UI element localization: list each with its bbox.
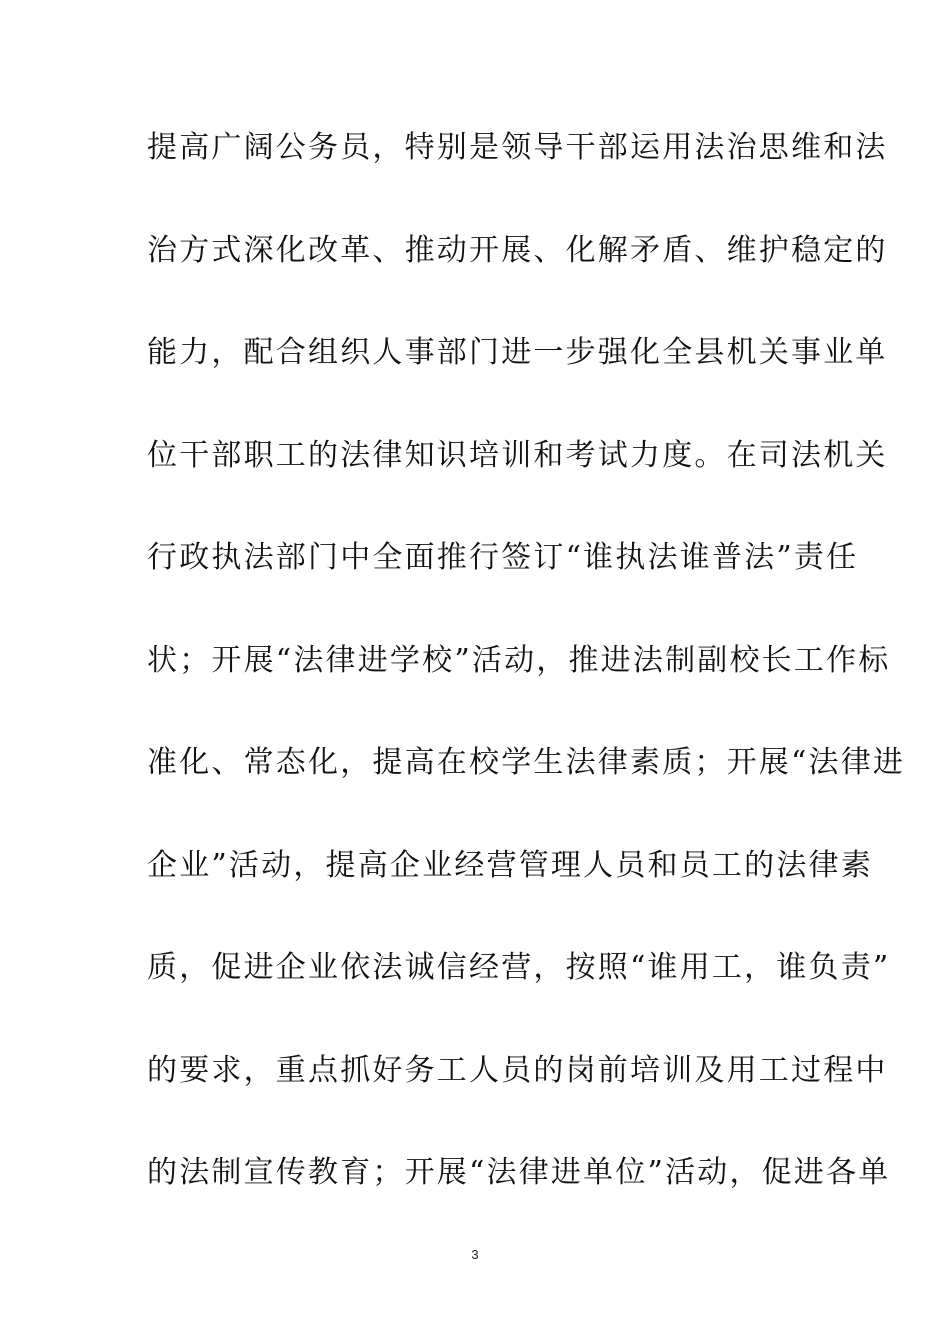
text-line: 行政执法部门中全面推行签订“谁执法谁普法”责任 <box>147 540 859 575</box>
text-line: 提高广阔公务员，特别是领导干部运用法治思维和法 <box>147 130 888 165</box>
page-number: 3 <box>471 1247 479 1262</box>
text-line: 企业”活动，提高企业经营管理人员和员工的法律素 <box>147 847 873 883</box>
text-line: 位干部职工的法律知识培训和考试力度。在司法机关 <box>147 437 888 473</box>
body-paragraph <box>147 128 906 1256</box>
text-line: 的法制宣传教育；开展“法律进单位”活动，促进各单 <box>147 1155 891 1190</box>
text-line: 状；开展“法律进学校”活动，推进法制副校长工作标 <box>147 642 891 678</box>
text-line: 质，促进企业依法诚信经营，按照“谁用工，谁负责” <box>147 950 891 985</box>
text-line: 准化、常态化，提高在校学生法律素质；开展“法律进 <box>147 745 906 780</box>
text-line: 的要求，重点抓好务工人员的岗前培训及用工过程中 <box>147 1052 888 1088</box>
text-line: 治方式深化改革、推动开展、化解矛盾、维护稳定的 <box>147 232 888 268</box>
text-line: 能力，配合组织人事部门进一步强化全县机关事业单 <box>147 335 888 370</box>
